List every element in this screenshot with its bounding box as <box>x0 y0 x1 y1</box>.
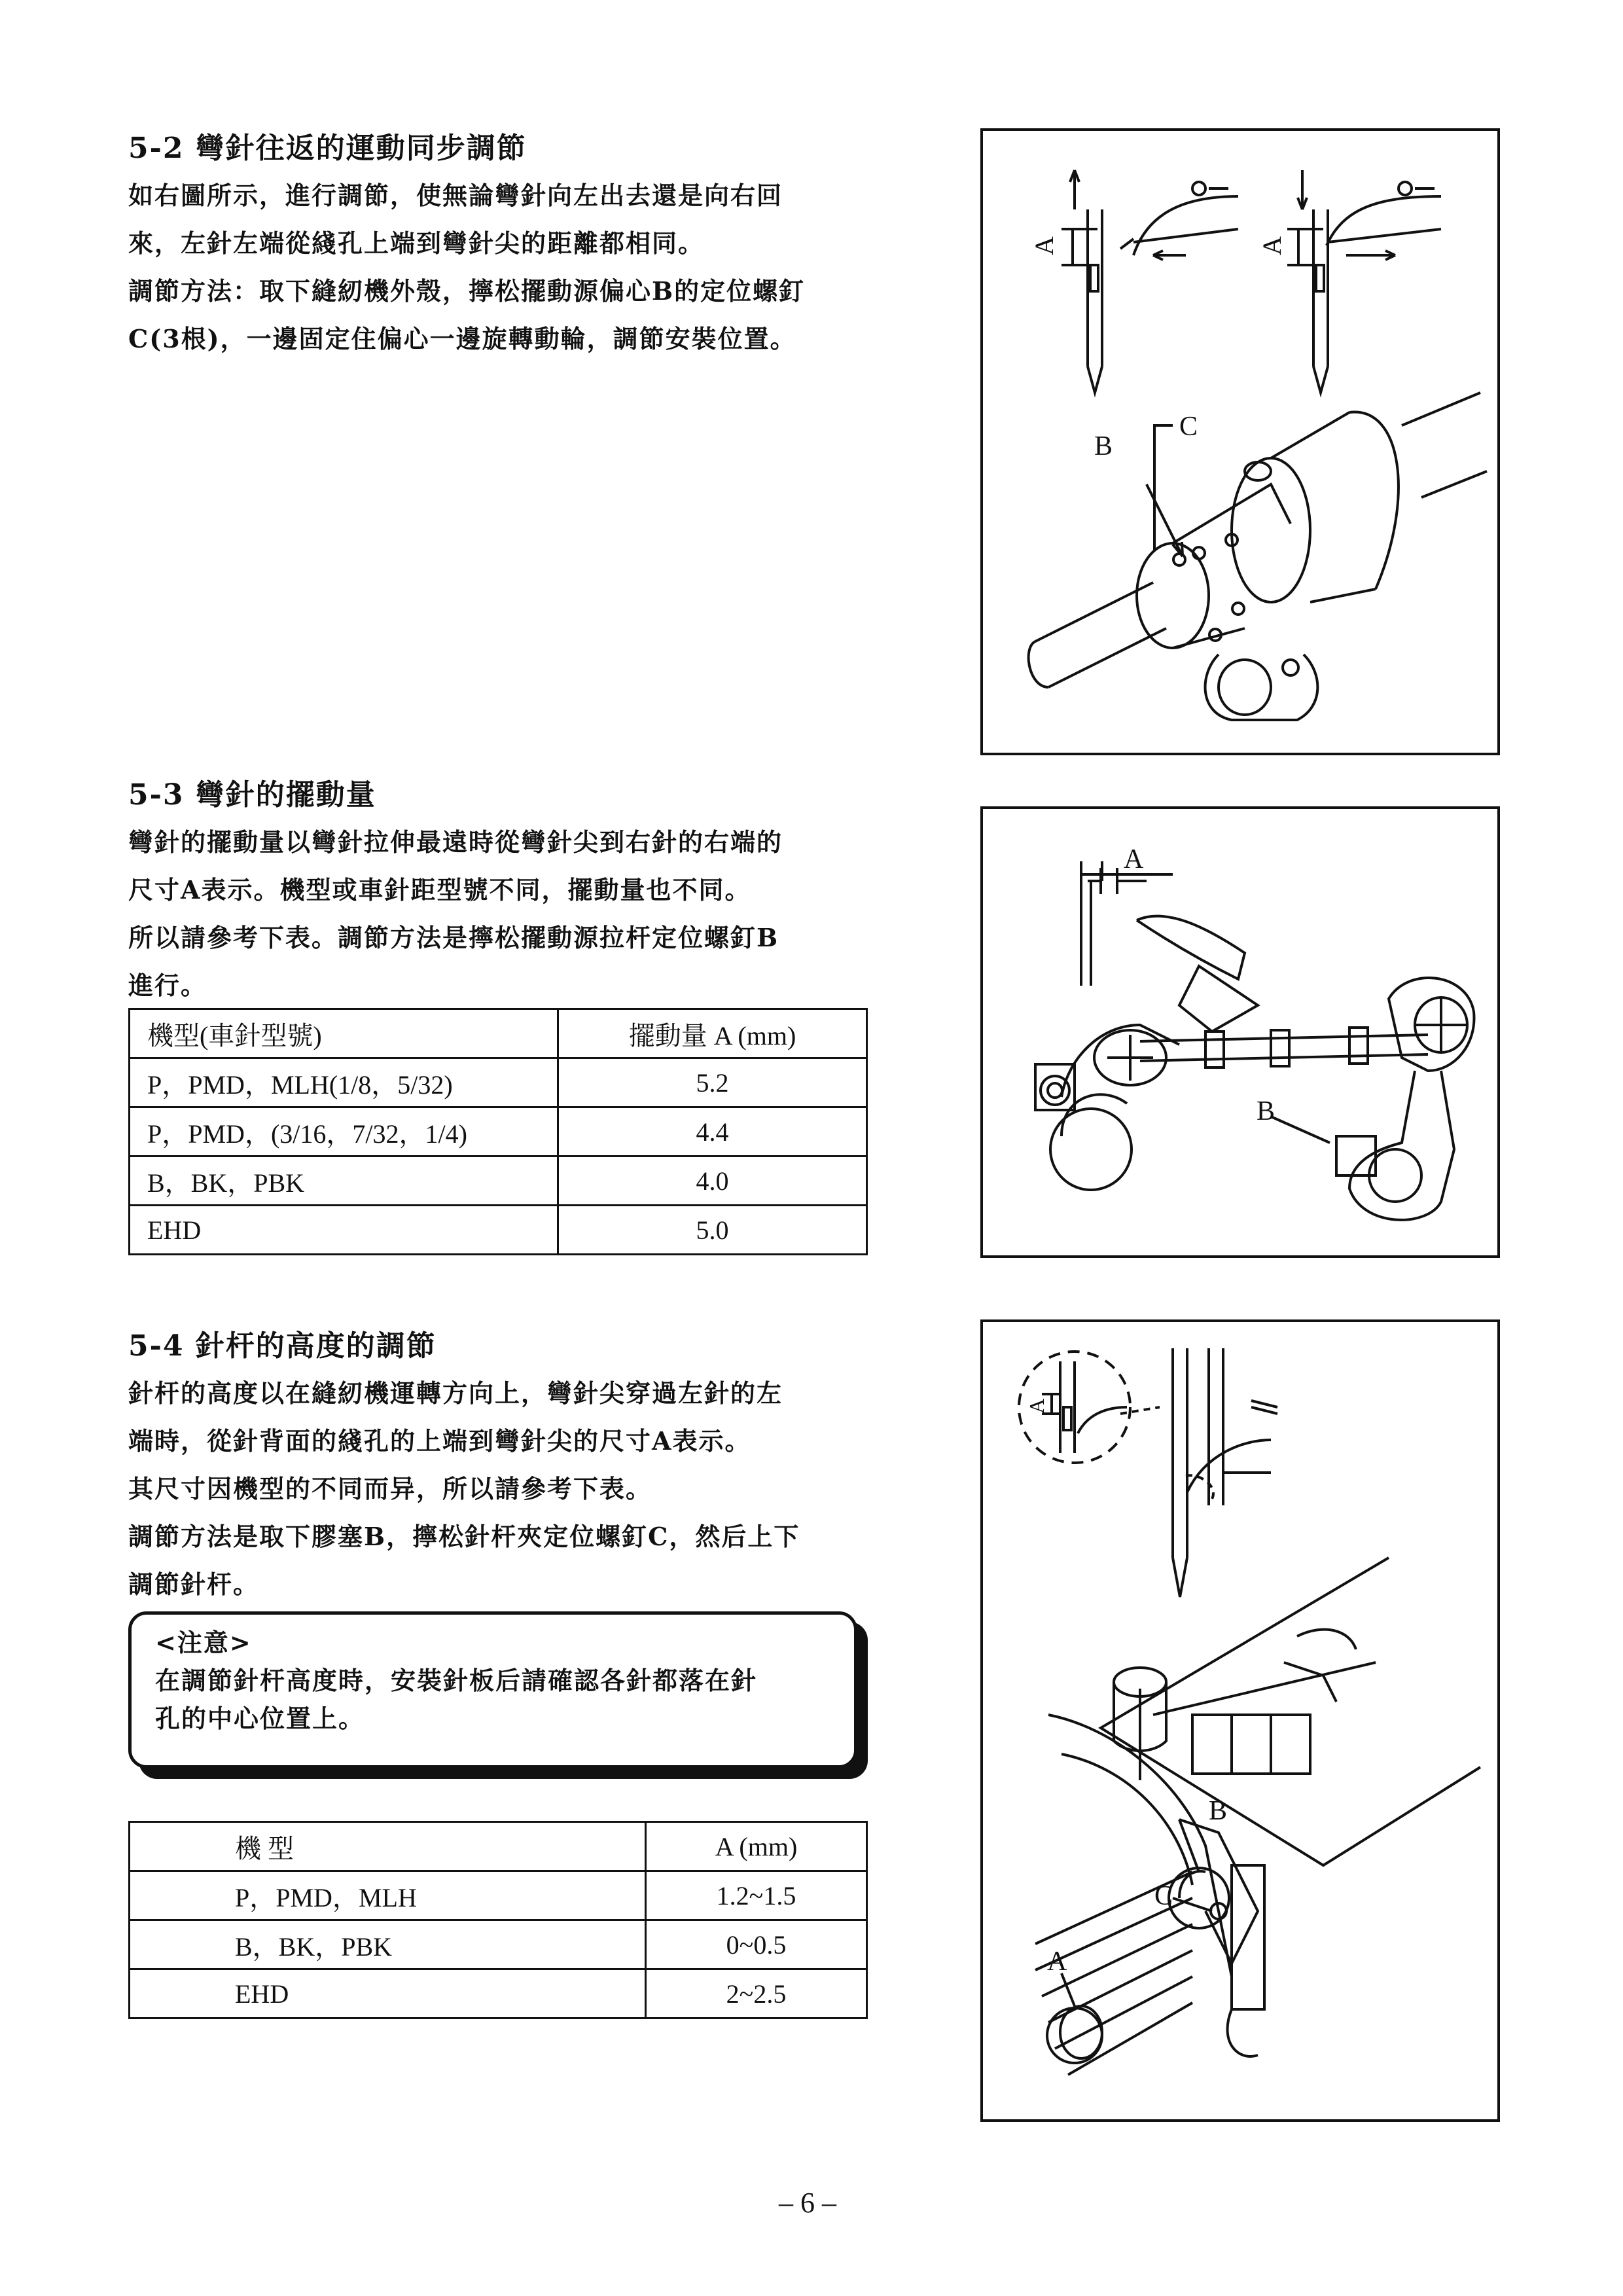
table-cell: 1.2~1.5 <box>646 1871 867 1920</box>
section-5-3-body <box>128 818 887 1009</box>
note-title: <注意> <box>155 1628 252 1657</box>
section-5-2-body <box>128 171 887 363</box>
table-cell: P，PMD，MLH <box>130 1871 646 1920</box>
table-row <box>130 1920 867 1969</box>
table-cell: 5.0 <box>558 1206 867 1255</box>
table-cell: 4.4 <box>558 1107 867 1157</box>
body-line: 如右圖所示，進行調節，使無論彎針向左出去還是向右回 <box>128 181 783 210</box>
fig2-label-b: B <box>1257 1096 1275 1126</box>
body-line: 調節方法：取下縫紉機外殼，擰松擺動源偏心B的定位螺釘 <box>128 276 806 306</box>
page-number: – 6 – <box>779 2187 836 2219</box>
fig1-label-a-left: A <box>1029 236 1059 255</box>
note-line: 在調節針杆高度時，安裝針板后請確認各針都落在針 <box>155 1666 758 1695</box>
table-row <box>130 1871 867 1920</box>
section-5-4-title: 5-4 針杆的高度的調節 <box>128 1329 437 1363</box>
table-cell: 5.2 <box>558 1058 867 1107</box>
table-header-cell: A (mm) <box>646 1822 867 1871</box>
body-line: 來，左針左端從綫孔上端到彎針尖的距離都相同。 <box>128 228 705 258</box>
fig3-label-a: A <box>1047 1946 1067 1977</box>
fig3-label-b: B <box>1209 1796 1228 1826</box>
body-line: 其尺寸因機型的不同而异，所以請參考下表。 <box>128 1474 652 1503</box>
needle-bar-height-diagram <box>983 1322 1497 2119</box>
table-row <box>130 1969 867 2018</box>
table-cell: EHD <box>130 1969 646 2018</box>
looper-swing-diagram <box>983 809 1497 1255</box>
section-5-2-title: 5-2 彎針往返的運動同步調節 <box>128 132 527 165</box>
fig1-label-a-right: A <box>1257 236 1287 255</box>
table-cell: P，PMD，(3/16，7/32，1/4) <box>130 1107 558 1157</box>
fig3-label-a-inset: A <box>1025 1398 1048 1414</box>
body-line: 尺寸A表示。機型或車針距型號不同，擺動量也不同。 <box>128 875 751 905</box>
needle-bar-height-table <box>128 1821 868 2019</box>
note-line: 孔的中心位置上。 <box>155 1704 365 1733</box>
body-line: 調節方法是取下膠塞B，擰松針杆夾定位螺釘C，然后上下 <box>128 1522 800 1551</box>
table-cell: B，BK，PBK <box>130 1157 558 1206</box>
figure-needle-bar-height <box>980 1319 1500 2122</box>
looper-swing-table <box>128 1008 868 1255</box>
table-cell: P，PMD，MLH(1/8，5/32) <box>130 1058 558 1107</box>
table-cell: 4.0 <box>558 1157 867 1206</box>
table-row <box>130 1107 867 1157</box>
table-cell: 2~2.5 <box>646 1969 867 2018</box>
fig1-label-b: B <box>1094 431 1113 461</box>
table-row <box>130 1206 867 1255</box>
table-header-cell: 擺動量 A (mm) <box>558 1009 867 1058</box>
note-box <box>128 1611 857 1768</box>
body-line: 端時，從針背面的綫孔的上端到彎針尖的尺寸A表示。 <box>128 1426 751 1456</box>
table-cell: EHD <box>130 1206 558 1255</box>
table-cell: B，BK，PBK <box>130 1920 646 1969</box>
table-header-row <box>130 1009 867 1058</box>
looper-timing-diagram <box>983 131 1497 753</box>
section-5-3-title: 5-3 彎針的擺動量 <box>128 778 376 812</box>
table-header-cell: 機 型 <box>130 1822 646 1871</box>
body-line: 調節針杆。 <box>128 1570 260 1599</box>
body-line: C(3根)，一邊固定住偏心一邊旋轉動輪，調節安裝位置。 <box>128 324 796 353</box>
fig1-label-c: C <box>1179 412 1198 442</box>
table-row <box>130 1058 867 1107</box>
figure-looper-swing <box>980 806 1500 1258</box>
table-row <box>130 1157 867 1206</box>
section-5-4-body <box>128 1369 887 1608</box>
fig3-label-c: C <box>1154 1881 1173 1911</box>
fig2-label-a: A <box>1124 844 1144 874</box>
body-line: 所以請參考下表。調節方法是擰松擺動源拉杆定位螺釘B <box>128 923 779 952</box>
body-line: 針杆的高度以在縫紉機運轉方向上，彎針尖穿過左針的左 <box>128 1378 783 1408</box>
body-line: 進行。 <box>128 971 207 1000</box>
table-cell: 0~0.5 <box>646 1920 867 1969</box>
table-header-row <box>130 1822 867 1871</box>
body-line: 彎針的擺動量以彎針拉伸最遠時從彎針尖到右針的右端的 <box>128 827 783 857</box>
table-header-cell: 機型(車針型號) <box>130 1009 558 1058</box>
figure-looper-timing <box>980 128 1500 755</box>
